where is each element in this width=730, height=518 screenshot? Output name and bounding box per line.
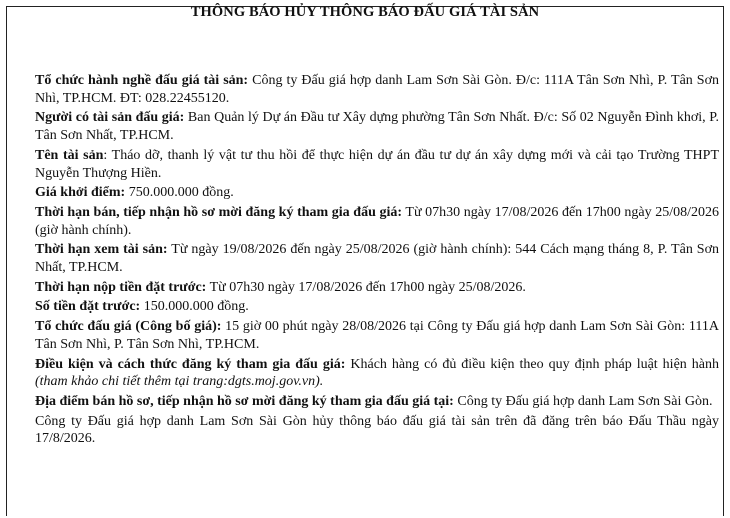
deposit-amount-paragraph: [35, 298, 719, 316]
field-value: Từ ngày 19/08/2026 đến ngày 25/08/2026 (giờ hành chính): 544 Cách mạng tháng 8, P. Tân Sơn Nhất, TP.HCM.: [35, 242, 719, 276]
field-label: Số tiền đặt trước:: [35, 299, 141, 315]
viewing-period-paragraph: [35, 241, 719, 276]
field-value: 150.000.000 đồng.: [140, 299, 249, 315]
field-label: Tên tài sản: [35, 147, 104, 163]
reference-note: (tham khảo chi tiết thêm tại trang:dgts.moj.gov.vn).: [35, 374, 324, 390]
field-value: Ban Quản lý Dự án Đầu tư Xây dựng phường Tân Sơn Nhất. Đ/c: Số 02 Nguyễn Đình khơi, P. Tân Sơn Nhất, TP.HCM.: [35, 110, 719, 144]
asset-name-paragraph: [35, 147, 719, 182]
auction-organizer-paragraph: [35, 72, 719, 107]
document-location-paragraph: [35, 393, 719, 411]
field-label: Tổ chức đấu giá (Công bố giá):: [35, 319, 222, 335]
auction-time-paragraph: [35, 318, 719, 353]
field-label: Địa điểm bán hồ sơ, tiếp nhận hồ sơ mời đăng ký tham gia đấu giá tại:: [35, 393, 454, 409]
field-label: Thời hạn nộp tiền đặt trước:: [35, 279, 207, 295]
field-label: Giá khởi điểm:: [35, 185, 126, 201]
field-label: Người có tài sản đấu giá:: [35, 110, 185, 126]
starting-price-paragraph: [35, 184, 719, 202]
field-label: Thời hạn xem tài sản:: [35, 242, 168, 258]
field-value: Từ 07h30 ngày 17/08/2026 đến 17h00 ngày 25/08/2026 (giờ hành chính).: [35, 204, 719, 238]
field-value: Từ 07h30 ngày 17/08/2026 đến 17h00 ngày 25/08/2026.: [206, 279, 526, 295]
registration-conditions-paragraph: [35, 356, 719, 391]
field-value: Khách hàng có đủ điều kiện theo quy định pháp luật hiện hành: [345, 356, 719, 372]
field-value: : Tháo dỡ, thanh lý vật tư thu hồi để thực hiện dự án đầu tư dự án xây dựng mới và cải tạo Trường THPT Nguyễn Thượng Hiền.: [35, 147, 719, 181]
field-label: Thời hạn bán, tiếp nhận hồ sơ mời đăng ký tham gia đấu giá:: [35, 204, 403, 220]
field-value: Công ty Đấu giá hợp danh Lam Sơn Sài Gòn. Đ/c: 111A Tân Sơn Nhì, P. Tân Sơn Nhì, TP.HCM. ĐT: 028.22455120.: [35, 73, 719, 106]
field-value: 750.000.000 đồng.: [125, 185, 234, 201]
cancellation-text: Công ty Đấu giá hợp danh Lam Sơn Sài Gòn hủy thông báo đấu giá tài sản trên đã đăng trên báo Đấu Thầu ngày 17/8/2026.: [35, 413, 719, 447]
deposit-period-paragraph: [35, 279, 719, 297]
notice-body: [35, 72, 719, 450]
field-value: 15 giờ 00 phút ngày 28/08/2026 tại Công ty Đấu giá hợp danh Lam Sơn Sài Gòn: 111A Tân Sơn Nhì, P. Tân Sơn Nhì, TP.HCM.: [35, 319, 719, 352]
field-label: Điều kiện và cách thức đăng ký tham gia đấu giá:: [35, 356, 346, 372]
registration-period-paragraph: [35, 204, 719, 239]
asset-owner-paragraph: [35, 109, 719, 144]
field-label: Tổ chức hành nghề đấu giá tài sản:: [35, 73, 249, 88]
field-value: Công ty Đấu giá hợp danh Lam Sơn Sài Gòn.: [453, 393, 713, 409]
notice-title: THÔNG BÁO HỦY THÔNG BÁO ĐẤU GIÁ TÀI SẢN: [190, 4, 540, 20]
cancellation-statement-paragraph: [35, 413, 719, 448]
